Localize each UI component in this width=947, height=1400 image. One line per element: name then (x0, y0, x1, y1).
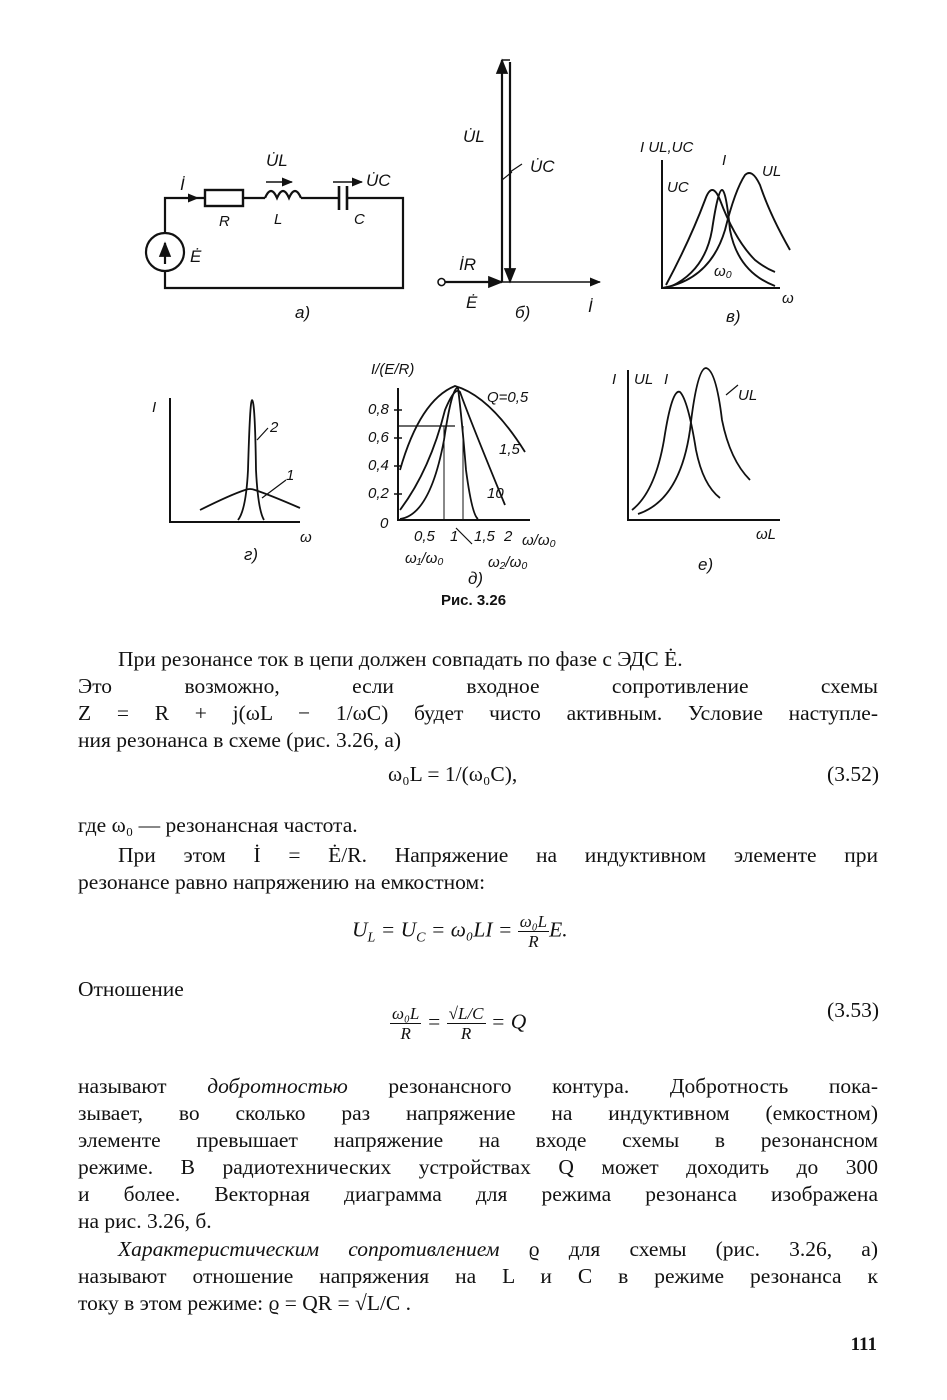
label-UC: U̇C (366, 171, 391, 190)
equation-number-3-53: (3.53) (827, 998, 879, 1022)
panel-d-label: д) (468, 569, 484, 588)
label-C: C (354, 211, 365, 228)
panel-b-vector-diagram (438, 60, 600, 286)
p1-line2: Это возможно, если входное сопротивление схемы (78, 674, 878, 698)
p3-line3: элементе превышает напряжение на входе схемы в резонансном (78, 1128, 878, 1152)
label-b-UL: U̇L (463, 127, 485, 146)
label-d-x15: 1,5 (474, 528, 495, 545)
label-b-UC: U̇C (530, 157, 555, 176)
panel-e-label: е) (698, 555, 714, 574)
label-d-x2: 2 (504, 528, 513, 545)
label-d-x05: 0,5 (414, 528, 435, 545)
label-e-UL1: UL (634, 371, 654, 388)
p4-line3: току в этом режиме: ϱ = QR = √L/C . (78, 1291, 412, 1315)
panel-a-label: a) (295, 303, 311, 322)
page-number: 111 (850, 1334, 877, 1355)
label-d-x1: 1 (450, 528, 459, 545)
p4-line2: называют отношение напряжения на L и C в режиме резонанса к (78, 1264, 878, 1288)
figure-caption: Рис. 3.26 (440, 592, 507, 609)
label-d-yaxis: I/(E/R) (371, 361, 415, 378)
equation-3-52: ω₀L = 1/(ω₀C), (388, 762, 518, 786)
p4-line1: Характеристическим сопротивлением ϱ для схемы (рис. 3.26, a) (118, 1237, 878, 1261)
p3-line2: зывает, во сколько раз напряжение на индуктивном (емкостном) (78, 1101, 878, 1125)
label-e-UL2: UL (738, 387, 758, 404)
panel-e-chart (628, 368, 780, 520)
label-d-q15: 1,5 (499, 441, 520, 458)
label-b-E: Ė (466, 293, 478, 312)
where-line: где ω₀ — резонансная частота. (78, 813, 358, 837)
label-v-xaxis: ω (782, 290, 794, 307)
p2-line2: резонансе равно напряжению на емкостном: (78, 870, 486, 894)
label-e-yaxis: I (612, 371, 617, 388)
equation-number-3-52: (3.52) (827, 762, 879, 786)
label-d-y06: 0,6 (368, 429, 389, 446)
p1-line3: Z = R + j(ωL − 1/ωC) будет чисто активным. Условие наступле- (78, 701, 878, 725)
label-v-I: I (722, 152, 727, 169)
label-g-curve2: 2 (270, 419, 279, 436)
panel-g-label: г) (244, 545, 259, 564)
label-e-I: I (664, 371, 669, 388)
label-d-y0: 0 (380, 515, 389, 532)
label-g-xaxis: ω (300, 529, 312, 546)
label-v-UC: UC (667, 179, 689, 196)
label-d-y08: 0,8 (368, 401, 389, 418)
label-g-yaxis: I (152, 399, 157, 416)
label-E: Ė (190, 247, 202, 266)
equation-UL-UC: $U_L = U_C = \omega_0LI$ = $\frac{\text{ω₀L}}{R}$ E. (352, 912, 568, 951)
panel-b-label: б) (515, 303, 531, 322)
p3-line5: и более. Векторная диаграмма для режима резонанса изображена (78, 1182, 878, 1206)
label-L: L (274, 211, 283, 228)
label-UL: U̇L (266, 151, 288, 170)
p2-line1: При этом İ = Ė/R. Напряжение на индуктивном элементе при (118, 843, 878, 867)
label-v-w0: ω₀ (714, 263, 733, 280)
p3-line6: на рис. 3.26, б. (78, 1209, 212, 1233)
label-d-q10: 10 (487, 485, 504, 502)
label-d-y02: 0,2 (368, 485, 389, 502)
p1-line1: При резонансе ток в цепи должен совпадать по фазе с ЭДС Ė. (118, 647, 683, 671)
label-v-yaxis: I UL,UC (640, 139, 694, 156)
label-d-q05: Q=0,5 (487, 389, 529, 406)
figure-3-26 (0, 0, 947, 610)
label-d-xaxis: ω/ω₀ (522, 532, 556, 549)
label-d-y04: 0,4 (368, 457, 389, 474)
p3-line4: режиме. В радиотехнических устройствах Q может доходить до 300 (78, 1155, 878, 1179)
label-b-IR: İR (459, 255, 476, 274)
label-g-curve1: 1 (286, 467, 295, 484)
label-R: R (219, 213, 230, 230)
label-I: İ (180, 175, 185, 194)
label-e-xaxis: ωL (756, 526, 777, 543)
panel-d-chart (394, 386, 530, 544)
label-d-w1: ω₁/ω₀ (405, 550, 444, 567)
ratio-word: Отношение (78, 977, 184, 1001)
equation-3-53: $\frac{\text{ω₀L}}{R}$ = $\frac{√L/C}{R}$ = Q (392, 1004, 527, 1043)
p1-line4: ния резонанса в схеме (рис. 3.26, a) (78, 728, 402, 752)
panel-g-chart (170, 398, 300, 522)
panel-v-label: в) (726, 307, 741, 326)
p3-line1: называют добротностью резонансного контура. Добротность пока- (78, 1074, 879, 1098)
label-v-UL: UL (762, 163, 782, 180)
panel-a-circuit (146, 182, 403, 288)
label-b-I: İ (588, 297, 593, 316)
label-d-w2: ω₂/ω₀ (488, 554, 528, 571)
